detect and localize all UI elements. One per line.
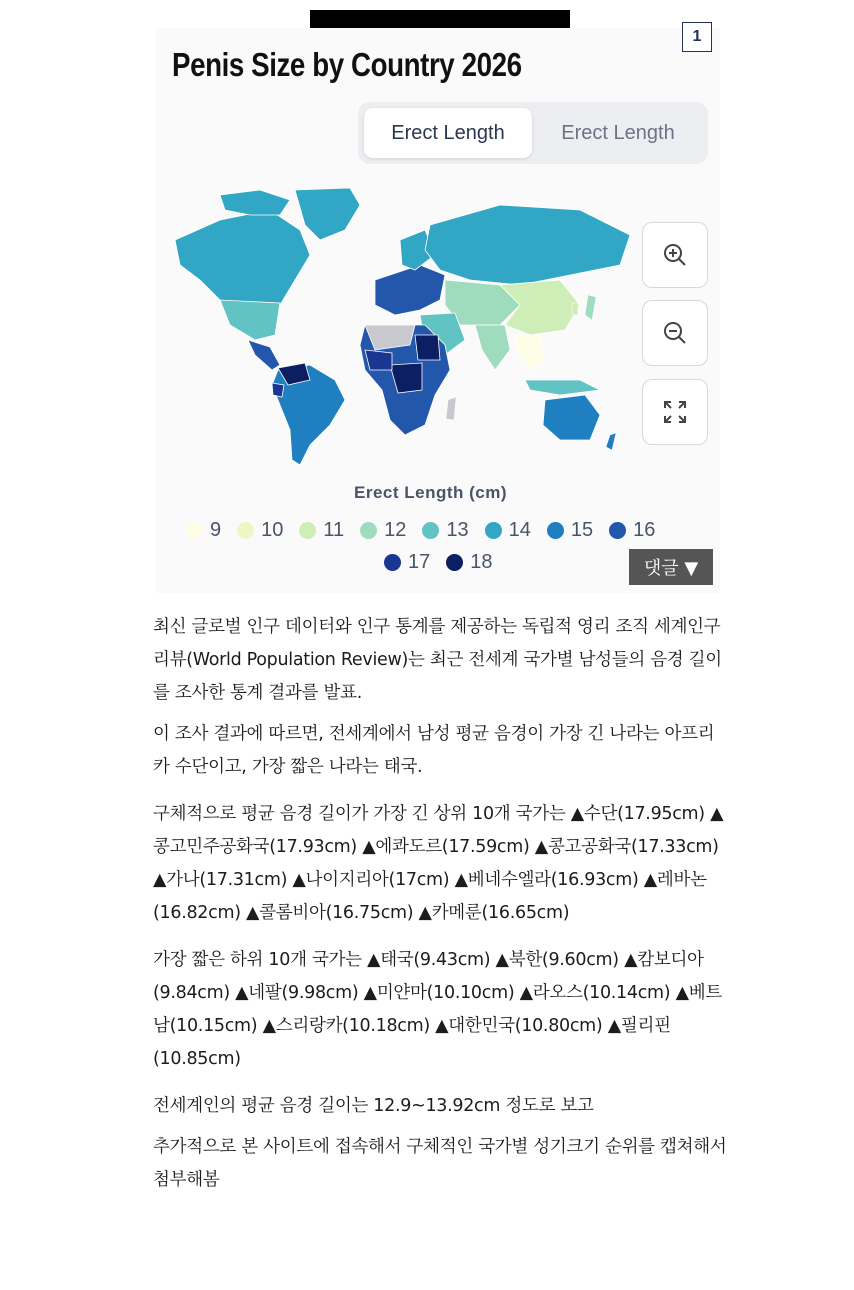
legend-item xyxy=(360,519,406,542)
legend-swatch xyxy=(384,554,401,571)
legend-label: 18 xyxy=(470,550,493,573)
legend-item xyxy=(384,551,430,574)
zoom-out-icon xyxy=(662,320,688,346)
legend-label: 11 xyxy=(323,518,345,541)
legend-label: 12 xyxy=(384,518,407,541)
article-paragraph: 가장 짧은 하위 10개 국가는 ▲태국(9.43cm) ▲북한(9.60cm) ▲캄보디아(9.84cm) ▲네팔(9.98cm) ▲미얀마(10.10cm) ▲라오스(10.14cm) ▲베트남(10.15cm) ▲스리랑카(10.18cm) ▲대한민국(10.80cm) ▲필리핀(10.85cm) xyxy=(153,950,722,1069)
map-region-europe xyxy=(375,265,445,315)
legend-label: 10 xyxy=(261,518,284,541)
legend-label: 14 xyxy=(508,518,531,541)
legend-swatch xyxy=(446,554,463,571)
legend-item xyxy=(186,519,221,542)
map-region-australia xyxy=(543,395,600,440)
toggle-erect-length-active[interactable]: Erect Length xyxy=(364,108,532,158)
page-number-badge: 1 xyxy=(682,22,712,52)
legend-item xyxy=(547,519,593,542)
map-region-madagascar xyxy=(446,397,456,420)
map-region-russia xyxy=(425,205,630,285)
metric-toggle xyxy=(358,102,708,164)
legend-label: 17 xyxy=(408,550,431,573)
legend-swatch xyxy=(299,522,316,539)
legend-row-2 xyxy=(384,550,507,574)
legend-title: Erect Length (cm) xyxy=(354,483,508,502)
legend-label: 15 xyxy=(570,518,594,541)
map-region-korea xyxy=(572,303,578,315)
map-region-southeast-asia xyxy=(515,335,545,370)
article-paragraph: 추가적으로 본 사이트에 접속해서 구체적인 국가별 성기크기 순위를 캡쳐해서 첨부해봄 xyxy=(153,1137,727,1190)
zoom-out-button[interactable] xyxy=(642,300,708,366)
article-paragraph: 전세계인의 평균 음경 길이는 12.9~13.92cm 정도로 보고 xyxy=(153,1096,594,1116)
map-region-india xyxy=(475,325,510,370)
legend-swatch xyxy=(186,522,203,539)
map-region-new-zealand xyxy=(606,433,616,450)
legend-row-1 xyxy=(186,518,669,542)
legend-swatch xyxy=(422,522,439,539)
legend-swatch xyxy=(360,522,377,539)
map-region-canada-north xyxy=(220,190,290,215)
legend-item xyxy=(422,519,468,542)
article-paragraph: 최신 글로벌 인구 데이터와 인구 통계를 제공하는 독립적 영리 조직 세계인구리뷰(World Population Review)는 최근 전세계 국가별 남성들의 음경 길이를 조사한 통계 결과를 발표. xyxy=(153,617,722,703)
legend-item xyxy=(446,551,492,574)
legend-label: 13 xyxy=(446,518,469,541)
map-region-usa xyxy=(220,300,280,340)
article-body xyxy=(153,611,728,1205)
legend-item xyxy=(237,519,283,542)
legend-label: 9 xyxy=(210,518,222,541)
map-region-indonesia xyxy=(525,380,600,395)
map-region-ecuador xyxy=(272,383,284,397)
fullscreen-icon xyxy=(662,399,688,425)
article-paragraph: 구체적으로 평균 음경 길이가 가장 긴 상위 10개 국가는 ▲수단(17.95cm) ▲콩고민주공화국(17.93cm) ▲에콰도르(17.59cm) ▲콩고공화국(17.33cm) ▲가나(17.31cm) ▲나이지리아(17cm) ▲베네수엘라(16.93cm) ▲레바논(16.82cm) ▲콜롬비아(16.75cm) ▲카메룬(16.65cm) xyxy=(153,804,724,923)
map-region-japan xyxy=(585,295,596,320)
zoom-in-button[interactable] xyxy=(642,222,708,288)
article-paragraph: 이 조사 결과에 따르면, 전세계에서 남성 평균 음경이 가장 긴 나라는 아프리카 수단이고, 가장 짧은 나라는 태국. xyxy=(153,724,715,777)
legend-label: 16 xyxy=(633,518,656,541)
legend-swatch xyxy=(547,522,564,539)
map-region-west-africa xyxy=(365,350,392,370)
legend-item xyxy=(299,519,344,542)
comment-button[interactable]: 댓글 ▼ xyxy=(629,549,713,585)
infographic-title: Penis Size by Country 2026 xyxy=(172,46,522,83)
map-region-central-america xyxy=(248,340,280,370)
fullscreen-button[interactable] xyxy=(642,379,708,445)
toggle-erect-length-alt[interactable]: Erect Length xyxy=(561,121,675,144)
map-region-sudan xyxy=(415,335,440,360)
redaction-bar xyxy=(310,10,570,28)
legend-swatch xyxy=(485,522,502,539)
zoom-in-icon xyxy=(662,242,688,268)
world-choropleth-map[interactable] xyxy=(160,185,640,475)
legend-item xyxy=(609,519,655,542)
legend-swatch xyxy=(609,522,626,539)
map-region-greenland xyxy=(295,188,360,240)
legend-swatch xyxy=(237,522,254,539)
legend-item xyxy=(485,519,531,542)
